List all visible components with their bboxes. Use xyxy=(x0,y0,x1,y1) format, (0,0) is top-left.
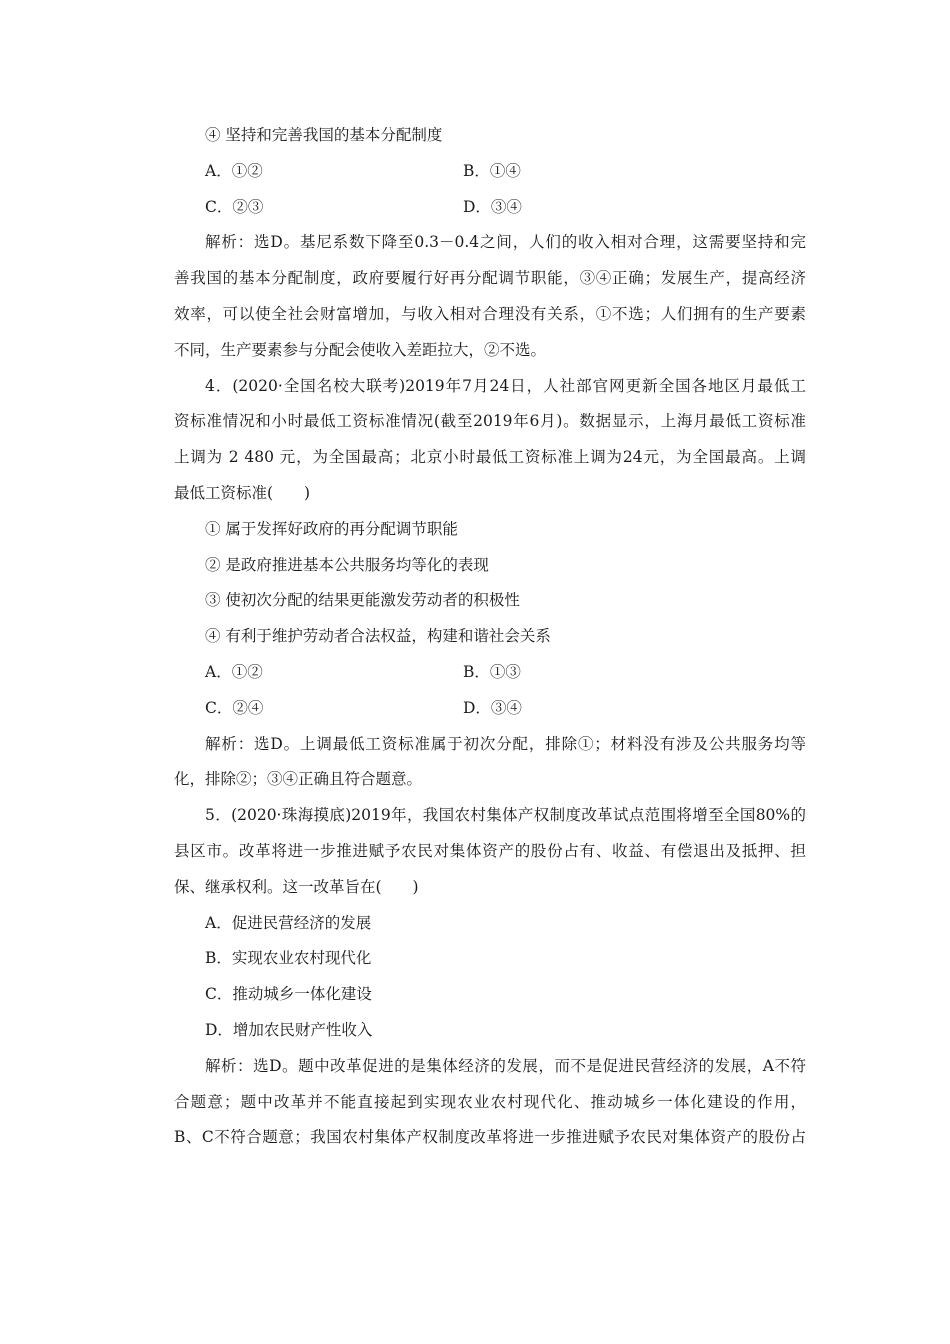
q4-option-c: C．②④ xyxy=(205,698,264,717)
q5-stem-line: 5．(2020·珠海摸底)2019年，我国农村集体产权制度改革试点范围将增至全国80%的 xyxy=(205,806,806,825)
q3-option-d: D．③④ xyxy=(463,197,522,216)
q3-item-4: ④ 坚持和完善我国的基本分配制度 xyxy=(205,126,443,144)
q4-item-1: ① 属于发挥好政府的再分配调节职能 xyxy=(205,519,458,538)
q3-option-a: A．①② xyxy=(205,161,263,180)
q4-stem-line: 4．(2020·全国名校大联考)2019年7月24日，人社部官网更新全国各地区月最低工 xyxy=(205,376,806,395)
q5-option-c: C．推动城乡一体化建设 xyxy=(205,985,372,1004)
q5-analysis-line: B、C不符合题意；我国农村集体产权制度改革将进一步推进赋予农民对集体资产的股份占 xyxy=(174,1128,806,1147)
q3-options-row-2 xyxy=(174,190,806,226)
q4-analysis-line: 解析：选D。上调最低工资标准属于初次分配，排除①；材料没有涉及公共服务均等 xyxy=(205,734,806,753)
q5-stem-line: 县区市。改革将进一步推进赋予农民对集体资产的股份占有、收益、有偿退出及抵押、担 xyxy=(174,841,806,860)
q4-options-row-1 xyxy=(174,655,806,691)
q3-analysis-line: 善我国的基本分配制度，政府要履行好再分配调节职能，③④正确；发展生产，提高经济 xyxy=(174,269,806,288)
document-body xyxy=(174,118,806,1156)
q5-stem-line: 保、继承权利。这一改革旨在( ) xyxy=(174,877,419,896)
q4-stem-line: 资标准情况和小时最低工资标准情况(截至2019年6月)。数据显示，上海月最低工资标准 xyxy=(174,412,806,431)
q4-option-d: D．③④ xyxy=(463,698,522,717)
q3-analysis-line: 解析：选D。基尼系数下降至0.3－0.4之间，人们的收入相对合理，这需要坚持和完 xyxy=(205,233,806,252)
q4-stem-line: 最低工资标准( ) xyxy=(174,483,311,502)
q4-item-3: ③ 使初次分配的结果更能激发劳动者的积极性 xyxy=(205,591,520,610)
q5-analysis-line: 解析：选D。题中改革促进的是集体经济的发展，而不是促进民营经济的发展，A不符 xyxy=(205,1056,806,1075)
q4-option-a: A．①② xyxy=(205,662,263,681)
q4-analysis-line: 化，排除②；③④正确且符合题意。 xyxy=(174,770,423,789)
q5-analysis-line: 合题意；题中改革并不能直接起到实现农业农村现代化、推动城乡一体化建设的作用， xyxy=(174,1092,806,1111)
q3-analysis-line: 不同，生产要素参与分配会使收入差距拉大，②不选。 xyxy=(174,340,547,359)
q5-option-a: A．促进民营经济的发展 xyxy=(205,913,372,932)
q4-option-b: B．①③ xyxy=(463,662,521,681)
q4-options-row-2 xyxy=(174,691,806,727)
q5-option-d: D．增加农民财产性收入 xyxy=(205,1020,373,1039)
q3-options-row-1 xyxy=(174,154,806,190)
q4-item-4: ④ 有利于维护劳动者合法权益，构建和谐社会关系 xyxy=(205,627,551,646)
q3-option-c: C．②③ xyxy=(205,197,264,216)
q4-stem-line: 上调为 2 480 元，为全国最高；北京小时最低工资标准上调为24元，为全国最高。上调 xyxy=(174,448,806,467)
q3-analysis-line: 效率，可以使全社会财富增加，与收入相对合理没有关系，①不选；人们拥有的生产要素 xyxy=(174,304,806,323)
q3-option-b: B．①④ xyxy=(463,161,521,180)
q4-item-2: ② 是政府推进基本公共服务均等化的表现 xyxy=(205,555,489,574)
q5-option-b: B．实现农业农村现代化 xyxy=(205,949,372,968)
